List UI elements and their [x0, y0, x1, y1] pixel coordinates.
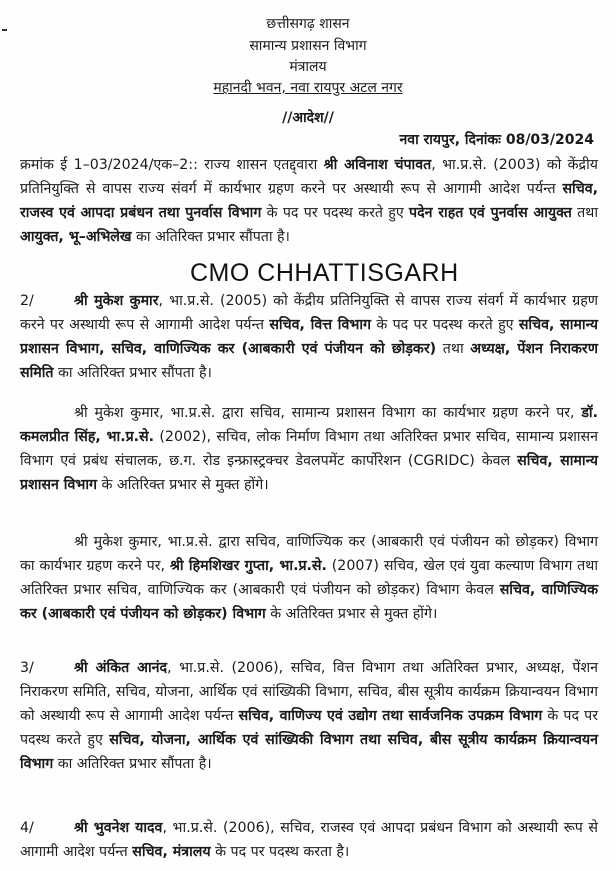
- department-name: सामान्य प्रशासन विभाग: [249, 38, 367, 54]
- place-date: नवा रायपुर, दिनांकः 08/03/2024: [399, 132, 594, 148]
- text: श्री मुकेश कुमार, भा.प्र.से. द्वारा सचिव, वाणिज्यिक कर (आबकारी एवं पंजीयन को छोड़कर) विभाग का कार्यभार ग्रहण करने पर,: [20, 534, 598, 574]
- office-address: महानदी भवन, नवा रायपुर अटल नगर: [213, 80, 403, 96]
- paragraph-number: 3/: [20, 660, 34, 676]
- post-name: आयुक्त, भू–अभिलेख: [20, 229, 132, 245]
- post-name: सचिव, वित्त विभाग: [269, 317, 371, 333]
- officer-name: श्री अविनाश चंपावत: [323, 157, 432, 173]
- paragraph-4: [20, 816, 598, 864]
- post-name: सचिव, वाणिज्यिक कर (आबकारी एवं पंजीयन को छोड़कर) विभाग: [20, 582, 599, 622]
- paragraph-2b: [20, 530, 598, 626]
- text: के पद पर पदस्थ करते हुए: [371, 317, 519, 333]
- post-name: सचिव, सामान्य प्रशासन विभाग: [20, 453, 598, 493]
- text: के अतिरिक्त प्रभार से मुक्त होंगे।: [265, 606, 438, 622]
- post-name: सचिव, वाणिज्य एवं उद्योग तथा सार्वजनिक उपक्रम विभाग: [238, 708, 543, 724]
- paragraph-2a: [20, 401, 598, 497]
- text: , भा.प्र.से. (2006), सचिव, राजस्व एवं आपदा प्रबंधन विभाग को अस्थायी रूप से आगामी आदेश पर्यन्त: [20, 820, 598, 860]
- post-name: अध्यक्ष, पेंशन निराकरण समिति: [20, 341, 598, 381]
- watermark: CMO CHHATTISGARH: [190, 259, 459, 287]
- text: के अतिरिक्त प्रभार से मुक्त होंगे।: [97, 477, 269, 493]
- paragraph-2: [20, 289, 598, 385]
- text: के पद पर पदस्थ करते हुए: [20, 708, 598, 748]
- text: का अतिरिक्त प्रभार सौंपता है।: [53, 365, 212, 381]
- text: , भा.प्र.से. (2006), सचिव, वित्त विभाग तथा अतिरिक्त प्रभार, अध्यक्ष, पेंशन निराकरण समिति, सचिव, योजना, आर्थिक एवं सांख्यिकी विभाग, सचिव, बीस सूत्रीय कार्यक्रम क्रियान्वयन विभाग को अस्थायी रूप से आगामी आदेश पर्यन्त: [20, 660, 598, 724]
- officer-name: श्री भुवनेश यादव: [74, 820, 163, 836]
- officer-name: श्री अंकित आनंद: [74, 660, 168, 676]
- text: का अतिरिक्त प्रभार सौंपता है।: [53, 756, 212, 772]
- post-name: सचिव, राजस्व एवं आपदा प्रबंधन तथा पुनर्वास विभाग: [20, 181, 598, 221]
- paragraph-1: [20, 153, 598, 249]
- text: , भा.प्र.से. (2003) को केंद्रीय प्रतिनियुक्ति से वापस राज्य संवर्ग में कार्यभार ग्रहण करने पर अस्थायी रूप से आगामी आदेश पर्यन्त: [20, 157, 598, 197]
- text: तथा: [571, 205, 598, 221]
- text: तथा: [436, 341, 471, 357]
- text: , भा.प्र.से. (2005) को केंद्रीय प्रतिनियुक्ति से वापस राज्य संवर्ग में कार्यभार ग्रहण करने पर अस्थायी रूप से आगामी आदेश पर्यन्त: [20, 293, 598, 333]
- ministry-name: मंत्रालय: [289, 59, 327, 75]
- text: के पद पर पदस्थ करते हुए: [261, 205, 410, 221]
- paragraph-number: 4/: [20, 820, 34, 836]
- officer-name: श्री हिमशिखर गुप्ता, भा.प्र.से.: [169, 558, 327, 574]
- text: (2002), सचिव, लोक निर्माण विभाग तथा अतिरिक्त प्रभार सचिव, सामान्य प्रशासन विभाग एवं प्रबंध संचालक, छ.ग. रोड इन्फ्रास्ट्रक्चर डेवलपमेंट कार्पोरेशन (CGRIDC) केवल: [20, 429, 598, 469]
- officer-name: डॉ. कमलप्रीत सिंह, भा.प्र.से.: [20, 405, 598, 445]
- text: क्रमांक ई 1–03/2024/एक–2:: राज्य शासन एतद्द्वारा: [20, 157, 324, 173]
- govt-name: छत्तीसगढ़ शासन: [266, 16, 350, 32]
- paragraph-3: [20, 656, 598, 776]
- post-name: सचिव, मंत्रालय: [132, 844, 211, 860]
- post-name: सचिव, सामान्य प्रशासन विभाग, सचिव, वाणिज्यिक कर (आबकारी एवं पंजीयन को छोड़कर): [20, 317, 598, 357]
- paragraph-number: 2/: [20, 293, 34, 309]
- text: (2007) सचिव, खेल एवं युवा कल्याण विभाग तथा अतिरिक्त प्रभार सचिव, वाणिज्यिक कर (आबकारी एवं पंजीयन को छोड़कर) विभाग केवल: [20, 558, 598, 598]
- order-heading: //आदेश//: [282, 110, 334, 126]
- text: श्री मुकेश कुमार, भा.प्र.से. द्वारा सचिव, सामान्य प्रशासन विभाग का कार्यभार ग्रहण करने पर,: [74, 405, 582, 421]
- post-name: सचिव, योजना, आर्थिक एवं सांख्यिकी विभाग तथा सचिव, बीस सूत्रीय कार्यक्रम क्रियान्वयन विभाग: [20, 732, 598, 772]
- text: का अतिरिक्त प्रभार सौंपता है।: [131, 229, 290, 245]
- officer-name: श्री मुकेश कुमार: [74, 293, 159, 309]
- post-name: पदेन राहत एवं पुनर्वास आयुक्त: [409, 205, 572, 221]
- text: के पद पर पदस्थ करता है।: [210, 844, 350, 860]
